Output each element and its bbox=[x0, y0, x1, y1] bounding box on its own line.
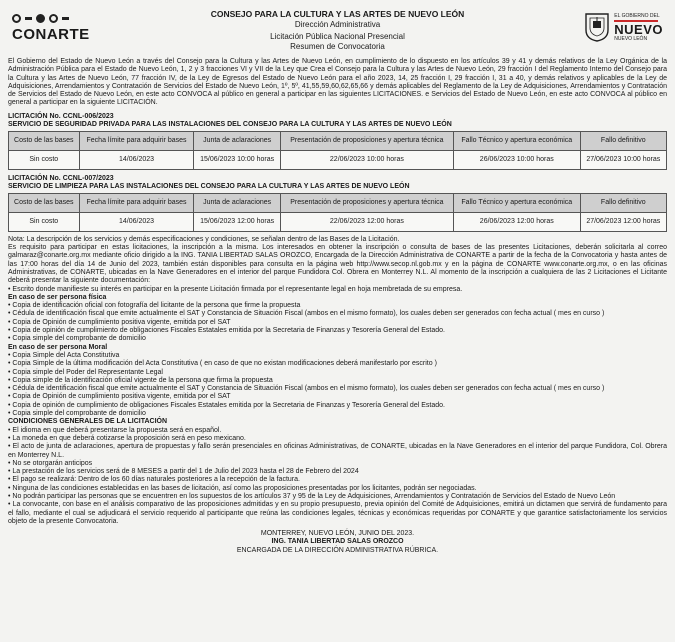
licitacion-table bbox=[8, 131, 667, 170]
note-line: • El pago se realizará: Dentro de los 60 días naturales posteriores a la recepción de la factura. bbox=[8, 476, 300, 484]
government-logo bbox=[584, 12, 663, 42]
note-line: Nota: La descripción de los servicios y demás especificaciones y condiciones, se señalan dentro de las Bases de la Licitación. bbox=[8, 235, 400, 243]
col-fecha-limite: Fecha límite para adquirir bases bbox=[79, 131, 194, 150]
note-line: • Ninguna de las condiciones establecidas en las bases de licitación, así como las proposiciones presentadas por los licitantes, podrán ser negociadas. bbox=[8, 484, 477, 492]
col-fallo-tecnico: Fallo Técnico y apertura económica bbox=[453, 131, 580, 150]
note-line: En caso de ser persona física bbox=[8, 293, 107, 301]
note-line: • Copia simple del comprobante de domicilio bbox=[8, 335, 146, 343]
licitacion-table bbox=[8, 193, 667, 232]
col-presentacion: Presentación de proposiciones y apertura técnica bbox=[280, 131, 453, 150]
note-line: • Copia Simple de la última modificación del Acta Constitutiva ( en caso de que no existan modificaciones deberá manifestarlo por escrito ) bbox=[8, 360, 437, 368]
col-costo: Costo de las bases bbox=[9, 193, 80, 212]
note-line: • El acto de junta de aclaraciones, apertura de propuestas y fallo serán presenciales en oficinas Administrativas, de CONARTE, ubicadas en la Nave Generadores en el interior del parque Fundidora, Col. Obrera en Monterrey N.L. bbox=[8, 443, 667, 459]
note-line: • No podrán participar las personas que se encuentren en los supuestos de los artículos 37 y 95 de la Ley de Adquisiciones, Arrendamientos y Contratación de Servicios del Estado de Nuevo León bbox=[8, 492, 616, 500]
note-line: • Cédula de identificación fiscal que emite actualmente el SAT y Constancia de Situación Fiscal (ambos en el mismo formato), los cuales deben ser generados con fecha actual ( mes en curso ) bbox=[8, 385, 605, 393]
notice-title-block bbox=[8, 10, 667, 51]
note-line: • Copia Simple del Acta Constitutiva bbox=[8, 351, 120, 359]
note-line: • Copia simple del Poder del Representante Legal bbox=[8, 368, 163, 376]
logo-wordmark: CONARTE bbox=[12, 26, 90, 43]
note-line: • La moneda en que deberá cotizarse la proposición será en peso mexicano. bbox=[8, 434, 246, 442]
signer-role: ENCARGADA DE LA DIRECCIÓN ADMINISTRATIVA RÚBRICA. bbox=[236, 546, 439, 554]
note-line: • Copia simple de la identificación oficial vigente de la persona que firma la propuesta bbox=[8, 376, 273, 384]
col-presentacion: Presentación de proposiciones y apertura técnica bbox=[280, 193, 453, 212]
col-fallo-tecnico: Fallo Técnico y apertura económica bbox=[453, 193, 580, 212]
licitacion-heading: LICITACIÓN No. CCNL-007/2023 SERVICIO DE LIMPIEZA PARA LAS INSTALACIONES DEL CONSEJO PARA LA CULTURA Y LAS ARTES DE NUEVO LEÓN bbox=[8, 174, 410, 190]
place-date: MONTERREY, NUEVO LEÓN, JUNIO DEL 2023. bbox=[260, 530, 415, 538]
state-seal-icon bbox=[584, 12, 610, 42]
note-line: • Copia de opinión de cumplimiento de obligaciones Fiscales Estatales emitida por la Secretaria de Finanzas y Tesorería General del Estado. bbox=[8, 401, 445, 409]
note-line: • El idioma en que deberá presentarse la propuesta será en español. bbox=[8, 426, 222, 434]
note-line: • Copia de identificación oficial con fotografía del licitante de la persona que firme la propuesta bbox=[8, 302, 301, 310]
notice-type: Licitación Pública Nacional Presencial bbox=[270, 32, 405, 41]
table-row: Sin costo 14/06/2023 15/06/2023 12:00 horas 22/06/2023 12:00 horas 26/06/2023 12:00 horas 27/06/2023 12:00 horas bbox=[9, 212, 667, 231]
col-junta: Junta de aclaraciones bbox=[194, 193, 280, 212]
col-fallo-definitivo: Fallo definitivo bbox=[580, 193, 666, 212]
col-costo: Costo de las bases bbox=[9, 131, 80, 150]
licitacion-2 bbox=[8, 175, 667, 232]
intro-paragraph: El Gobierno del Estado de Nuevo León a través del Consejo para la Cultura y las Artes de Nuevo León, en cumplimiento de lo dispuesto en los artículos 39 y 41 y demás relativos de la Ley Orgánica de la Administración Pública para el Estado de Nuevo León, 1, 2 y 3 fracciones VI y VII de la Ley que Crea el Consejo para la Cultura y las Artes de Nuevo León, 29 fracción I del Reglamento Interno del Consejo para la Cultura y las Artes de Nuevo León, 77 fracción IV, de la Ley de Egresos del Estado de Nuevo León para el año 2023, 14, 25 fracción I, 29 fracción I, 31 a 40, y demás relativos y aplicables de la Ley de Adquisiciones, Arrendamientos y Contratación de Servicios del Estado de Nuevo León, 1º, 5º, 41,55,59,60,62,65,66 y demás aplicables del Reglamento de la Ley de Adquisiciones, Arrendamientos y Contratación de Servicios del Estado de Nuevo León, en este acto CONVOCA al público en general a participar en las siguientes LICITACIONES. e Servicios del Estado de Nuevo León, en este acto CONVOCA al público en general a participar en la siguiente LICITACIÓN. bbox=[8, 58, 667, 107]
note-line: • Escrito donde manifieste su interés en participar en la presente Licitación firmada por el representante legal en hoja membretada de su empresa. bbox=[8, 285, 463, 293]
note-line: • La convocante, con base en el análisis comparativo de las proposiciones admitidas y en su propio presupuesto, previa opinión del Comité de Adquisiciones, emitirá un dictamen que servirá de fundamento para el fallo, mediante el cual se adjudicará el servicio requerido al participante que reúna las condiciones legales, técnicas y económicas requeridas por CONARTE y que garantice satisfactoriamente los servicios objeto de la presente Convocatoria. bbox=[8, 501, 667, 525]
note-line: CONDICIONES GENERALES DE LA LICITACIÓN bbox=[8, 418, 168, 426]
note-line: • Copia de Opinión de cumplimiento positiva vigente, emitida por el SAT bbox=[8, 393, 231, 401]
department: Dirección Administrativa bbox=[294, 19, 381, 29]
government-wordmark: EL GOBIERNO DEL NUEVO NUEVO LEÓN bbox=[614, 12, 663, 42]
note-line: • La prestación de los servicios será de 8 MESES a partir del 1 de Julio del 2023 hasta el 28 de Febrero del 2024 bbox=[8, 468, 359, 476]
note-line: • Cédula de identificación fiscal que emite actualmente el SAT y Constancia de Situación Fiscal (ambos en el mismo formato), los cuales deben ser generados con fecha actual ( mes en curso ) bbox=[8, 310, 605, 318]
col-fallo-definitivo: Fallo definitivo bbox=[580, 131, 666, 150]
note-line: • Copia simple del comprobante de domicilio bbox=[8, 410, 146, 418]
note-line: Es requisito para participar en estas licitaciones, la inscripción a la misma. Los interesados en obtener la inscripción o consulta de bases de las presentes Licitaciones, deberán solicitarla al correo galmaraz@conarte.org.mx mediante oficio dirigido a la ING. TANIA LIBERTAD SALAS OROZCO, Encargada de la Dirección Administrativa de CONARTE a partir de la fecha de la Convocatoria y hasta antes de las 17:00 horas del día 14 de Junio del 2023, también están disponibles para consulta en la página web http://www.secop.nl.gob.mx y en la página de CONARTE www.conarte.org.mx, o en las oficinas Administrativas, de CONARTE, ubicadas en la Nave Generadores en el interior del parque Fundidora Col. Obrera en Monterrey N.L. Al momento de la inscripción a cualquiera de las 2 Licitaciones el Licitante deberá presentar la siguiente documentación: bbox=[8, 244, 667, 285]
col-junta: Junta de aclaraciones bbox=[194, 131, 280, 150]
signer-name: ING. TANIA LIBERTAD SALAS OROZCO bbox=[271, 538, 404, 546]
notice-subtitle: Resumen de Convocatoria bbox=[290, 41, 385, 51]
note-line: • Copia de opinión de cumplimiento de obligaciones Fiscales Estatales emitida por la Secretaria de Finanzas y Tesorería General del Estado. bbox=[8, 327, 445, 335]
notice-header bbox=[8, 6, 667, 56]
licitacion-heading: LICITACIÓN No. CCNL-006/2023 SERVICIO DE SEGURIDAD PRIVADA PARA LAS INSTALACIONES DEL CONSEJO PARA LA CULTURA Y LAS ARTES DE NUEVO LEÓN bbox=[8, 112, 452, 128]
col-fecha-limite: Fecha límite para adquirir bases bbox=[79, 193, 194, 212]
notes-section bbox=[8, 236, 667, 526]
note-line: • Copia de Opinión de cumplimiento positiva vigente, emitida por el SAT bbox=[8, 318, 231, 326]
table-row: Sin costo 14/06/2023 15/06/2023 10:00 horas 22/06/2023 10:00 horas 26/06/2023 10:00 horas 27/06/2023 10:00 horas bbox=[9, 150, 667, 169]
licitacion-1 bbox=[8, 113, 667, 170]
signature-block bbox=[8, 530, 667, 555]
note-line: • No se otorgarán anticipos bbox=[8, 459, 93, 467]
organization-title: CONSEJO PARA LA CULTURA Y LAS ARTES DE NUEVO LEÓN bbox=[210, 9, 465, 19]
note-line: En caso de ser persona Moral bbox=[8, 343, 108, 351]
